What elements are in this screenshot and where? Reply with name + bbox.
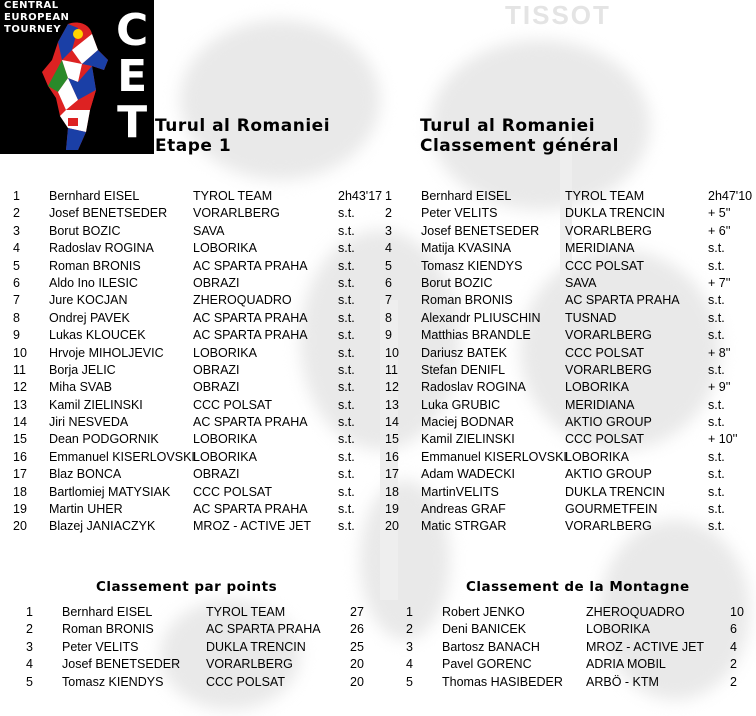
table-row	[0, 639, 380, 656]
rider-cell: Roman BRONIS	[421, 293, 513, 308]
rider-cell: Jiri NESVEDA	[49, 415, 129, 430]
table-row	[0, 449, 385, 466]
table-row	[0, 223, 385, 240]
position-cell: 4	[26, 657, 33, 672]
position-cell: 2	[26, 622, 33, 637]
table-row	[383, 223, 756, 240]
rider-cell: Tomasz KIENDYS	[421, 258, 523, 273]
team-cell: TYROL TEAM	[193, 189, 273, 203]
points-cell: 27	[350, 605, 364, 619]
team-cell: VORARLBERG	[193, 206, 280, 221]
time-cell: s.t.	[708, 502, 725, 517]
team-cell: ADRIA MOBIL	[586, 657, 666, 672]
rider-cell: Ondrej PAVEK	[49, 310, 130, 325]
table-row	[0, 501, 385, 518]
time-cell: + 9''	[708, 380, 731, 395]
cet-logo	[0, 0, 154, 154]
points-cell: 10	[730, 605, 744, 619]
position-cell: 3	[406, 639, 413, 654]
table-row	[0, 310, 385, 327]
rider-cell: Maciej BODNAR	[421, 415, 515, 430]
table-row	[380, 604, 756, 621]
time-cell: s.t.	[338, 362, 355, 377]
rider-cell: Martin UHER	[49, 502, 123, 517]
position-cell: 20	[385, 519, 399, 534]
rider-cell: Bernhard EISEL	[421, 189, 512, 203]
team-cell: MERIDIANA	[565, 397, 635, 412]
team-cell: CCC POLSAT	[206, 674, 285, 689]
team-cell: SAVA	[565, 275, 597, 290]
rider-cell: Borja JELIC	[49, 362, 116, 377]
rider-cell: Josef BENETSEDER	[421, 223, 540, 238]
table-row	[0, 674, 380, 691]
position-cell: 5	[385, 258, 392, 273]
position-cell: 18	[13, 484, 27, 499]
position-cell: 4	[13, 241, 20, 256]
rider-cell: Matthias BRANDLE	[421, 328, 531, 343]
rider-cell: Dariusz BATEK	[421, 345, 507, 360]
position-cell: 5	[406, 674, 413, 689]
time-cell: s.t.	[708, 362, 725, 377]
rider-cell: Peter VELITS	[62, 639, 139, 654]
rider-cell: Jure KOCJAN	[49, 293, 128, 308]
rider-cell: Blazej JANIACZYK	[49, 519, 156, 534]
general-title-line2: Classement général	[420, 136, 619, 156]
rider-cell: Stefan DENIFL	[421, 362, 506, 377]
time-cell: s.t.	[338, 223, 355, 238]
points-cell: 2	[730, 657, 737, 672]
table-row	[383, 240, 756, 257]
time-cell: s.t.	[338, 345, 355, 360]
position-cell: 2	[13, 206, 20, 221]
rider-cell: Blaz BONCA	[49, 467, 122, 482]
rider-cell: Kamil ZIELINSKI	[49, 397, 143, 412]
team-cell: AC SPARTA PRAHA	[206, 622, 321, 637]
points-cell: 6	[730, 622, 737, 637]
rider-cell: Peter VELITS	[421, 206, 498, 221]
position-cell: 4	[406, 657, 413, 672]
rider-cell: Emmanuel KISERLOVSKI	[49, 449, 195, 464]
position-cell: 11	[385, 362, 398, 377]
table-row	[383, 345, 756, 362]
general-title-line1: Turul al Romaniei	[420, 116, 596, 136]
position-cell: 1	[406, 605, 413, 619]
time-cell: s.t.	[338, 293, 355, 308]
table-row	[383, 449, 756, 466]
rider-cell: Robert JENKO	[442, 605, 525, 619]
position-cell: 13	[385, 397, 399, 412]
table-row	[383, 484, 756, 501]
team-cell: AC SPARTA PRAHA	[193, 502, 308, 517]
time-cell: s.t.	[338, 310, 355, 325]
position-cell: 1	[385, 189, 392, 203]
team-cell: OBRAZI	[193, 380, 240, 395]
team-cell: AC SPARTA PRAHA	[193, 258, 308, 273]
team-cell: LOBORIKA	[193, 449, 257, 464]
position-cell: 13	[13, 397, 27, 412]
position-cell: 3	[13, 223, 20, 238]
rider-cell: Tomasz KIENDYS	[62, 674, 164, 689]
rider-cell: Matic STRGAR	[421, 519, 507, 534]
team-cell: TYROL TEAM	[206, 605, 286, 619]
table-row	[383, 414, 756, 431]
rider-cell: Borut BOZIC	[49, 223, 121, 238]
position-cell: 6	[13, 275, 20, 290]
time-cell: s.t.	[338, 449, 355, 464]
team-cell: LOBORIKA	[193, 241, 257, 256]
team-cell: ZHEROQUADRO	[193, 293, 292, 308]
team-cell: CCC POLSAT	[565, 345, 644, 360]
team-cell: AC SPARTA PRAHA	[193, 310, 308, 325]
time-cell: s.t.	[338, 397, 355, 412]
position-cell: 14	[13, 415, 27, 430]
general-classification-table	[383, 188, 756, 536]
rider-cell: Luka GRUBIC	[421, 397, 501, 412]
team-cell: AKTIO GROUP	[565, 467, 652, 482]
points-cell: 20	[350, 674, 364, 689]
time-cell: s.t.	[338, 206, 355, 221]
position-cell: 5	[13, 258, 20, 273]
table-row	[383, 310, 756, 327]
position-cell: 5	[26, 674, 33, 689]
position-cell: 2	[406, 622, 413, 637]
table-row	[0, 362, 385, 379]
time-cell: + 7''	[708, 275, 731, 290]
time-cell: s.t.	[708, 293, 725, 308]
team-cell: TYROL TEAM	[565, 189, 645, 203]
team-cell: ZHEROQUADRO	[586, 605, 685, 619]
position-cell: 17	[385, 467, 399, 482]
mountain-title: Classement de la Montagne	[466, 579, 690, 595]
table-row	[383, 501, 756, 518]
table-row	[383, 327, 756, 344]
table-row	[383, 205, 756, 222]
rider-cell: Bartlomiej MATYSIAK	[49, 484, 171, 499]
team-cell: SAVA	[193, 223, 225, 238]
rider-cell: Hrvoje MIHOLJEVIC	[49, 345, 164, 360]
position-cell: 3	[26, 639, 33, 654]
table-row	[380, 621, 756, 638]
table-row	[0, 604, 380, 621]
team-cell: DUKLA TRENCIN	[565, 206, 665, 221]
rider-cell: Andreas GRAF	[421, 502, 506, 517]
stage-title	[155, 116, 330, 156]
table-row	[0, 292, 385, 309]
table-row	[0, 275, 385, 292]
table-row	[383, 379, 756, 396]
time-cell: s.t.	[338, 502, 355, 517]
rider-cell: Roman BRONIS	[62, 622, 154, 637]
rider-cell: Matija KVASINA	[421, 241, 512, 256]
table-row	[0, 431, 385, 448]
table-row	[380, 639, 756, 656]
table-row	[0, 258, 385, 275]
table-row	[0, 345, 385, 362]
position-cell: 8	[13, 310, 20, 325]
team-cell: AC SPARTA PRAHA	[565, 293, 680, 308]
table-row	[383, 292, 756, 309]
time-cell: s.t.	[708, 258, 725, 273]
position-cell: 10	[13, 345, 27, 360]
time-cell: s.t.	[708, 397, 725, 412]
team-cell: OBRAZI	[193, 362, 240, 377]
time-cell: s.t.	[338, 519, 355, 534]
points-cell: 25	[350, 639, 364, 654]
team-cell: GOURMETFEIN	[565, 502, 658, 517]
team-cell: CCC POLSAT	[565, 432, 644, 447]
position-cell: 4	[385, 241, 392, 256]
points-classification-table	[0, 604, 380, 691]
team-cell: OBRAZI	[193, 275, 240, 290]
position-cell: 16	[385, 449, 399, 464]
team-cell: AC SPARTA PRAHA	[193, 328, 308, 343]
logo-wordmark: CENTRAL EUROPEAN TOURNEY	[4, 0, 70, 35]
team-cell: VORARLBERG	[565, 328, 652, 343]
time-cell: s.t.	[338, 328, 355, 343]
rider-cell: Kamil ZIELINSKI	[421, 432, 515, 447]
team-cell: AC SPARTA PRAHA	[193, 415, 308, 430]
points-cell: 20	[350, 657, 364, 672]
rider-cell: Bernhard EISEL	[62, 605, 153, 619]
mountain-classification-table	[380, 604, 756, 691]
team-cell: VORARLBERG	[206, 657, 293, 672]
time-cell: 2h47'10	[708, 189, 753, 203]
team-cell: VORARLBERG	[565, 223, 652, 238]
time-cell: s.t.	[708, 467, 725, 482]
time-cell: + 6''	[708, 223, 731, 238]
team-cell: LOBORIKA	[565, 449, 629, 464]
table-row	[0, 327, 385, 344]
table-row	[0, 240, 385, 257]
stage-results-table	[0, 188, 385, 536]
table-row	[383, 362, 756, 379]
position-cell: 9	[385, 328, 392, 343]
time-cell: s.t.	[338, 241, 355, 256]
time-cell: s.t.	[338, 484, 355, 499]
team-cell: LOBORIKA	[193, 432, 257, 447]
rider-cell: Adam WADECKI	[421, 467, 516, 482]
position-cell: 1	[13, 189, 20, 203]
background-photo: TISSOT	[0, 0, 756, 716]
rider-cell: Lukas KLOUCEK	[49, 328, 146, 343]
table-row	[383, 431, 756, 448]
time-cell: s.t.	[708, 415, 725, 430]
general-title	[420, 116, 619, 156]
position-cell: 12	[385, 380, 399, 395]
team-cell: MROZ - ACTIVE JET	[193, 519, 312, 534]
table-row	[0, 484, 385, 501]
table-row	[380, 656, 756, 673]
time-cell: + 5''	[708, 206, 731, 221]
time-cell: s.t.	[338, 467, 355, 482]
team-cell: CCC POLSAT	[193, 484, 272, 499]
points-cell: 4	[730, 639, 737, 654]
time-cell: 2h43'17	[338, 189, 383, 203]
position-cell: 15	[385, 432, 399, 447]
time-cell: + 8''	[708, 345, 731, 360]
team-cell: DUKLA TRENCIN	[206, 639, 306, 654]
team-cell: MROZ - ACTIVE JET	[586, 639, 705, 654]
position-cell: 7	[13, 293, 20, 308]
team-cell: DUKLA TRENCIN	[565, 484, 665, 499]
team-cell: OBRAZI	[193, 467, 240, 482]
team-cell: TUSNAD	[565, 310, 617, 325]
rider-cell: Josef BENETSEDER	[62, 657, 181, 672]
position-cell: 2	[385, 206, 392, 221]
time-cell: s.t.	[708, 449, 725, 464]
position-cell: 17	[13, 467, 27, 482]
time-cell: + 10''	[708, 432, 738, 447]
team-cell: CCC POLSAT	[193, 397, 272, 412]
position-cell: 11	[13, 362, 26, 377]
rider-cell: Bernhard EISEL	[49, 189, 140, 203]
position-cell: 19	[13, 502, 27, 517]
team-cell: VORARLBERG	[565, 362, 652, 377]
team-cell: LOBORIKA	[565, 380, 629, 395]
table-row	[383, 258, 756, 275]
rider-cell: Borut BOZIC	[421, 275, 493, 290]
points-title: Classement par points	[96, 579, 278, 595]
table-row	[0, 188, 385, 205]
rider-cell: Radoslav ROGINA	[421, 380, 526, 395]
team-cell: AKTIO GROUP	[565, 415, 652, 430]
time-cell: s.t.	[708, 310, 725, 325]
rider-cell: Deni BANICEK	[442, 622, 527, 637]
table-row	[383, 466, 756, 483]
rider-cell: Pavel GORENC	[442, 657, 532, 672]
team-cell: LOBORIKA	[586, 622, 650, 637]
team-cell: MERIDIANA	[565, 241, 635, 256]
time-cell: s.t.	[338, 415, 355, 430]
table-row	[383, 397, 756, 414]
position-cell: 15	[13, 432, 27, 447]
rider-cell: Emmanuel KISERLOVSKI	[421, 449, 567, 464]
position-cell: 6	[385, 275, 392, 290]
team-cell: CCC POLSAT	[565, 258, 644, 273]
position-cell: 18	[385, 484, 399, 499]
table-row	[383, 518, 756, 535]
position-cell: 7	[385, 293, 392, 308]
rider-cell: Radoslav ROGINA	[49, 241, 154, 256]
time-cell: s.t.	[708, 519, 725, 534]
table-row	[0, 379, 385, 396]
time-cell: s.t.	[708, 484, 725, 499]
table-row	[383, 188, 756, 205]
team-cell: LOBORIKA	[193, 345, 257, 360]
stage-title-line1: Turul al Romaniei	[155, 116, 331, 136]
points-cell: 26	[350, 622, 364, 637]
table-row	[0, 518, 385, 535]
rider-cell: Roman BRONIS	[49, 258, 141, 273]
position-cell: 16	[13, 449, 27, 464]
position-cell: 3	[385, 223, 392, 238]
position-cell: 12	[13, 380, 27, 395]
team-cell: VORARLBERG	[565, 519, 652, 534]
time-cell: s.t.	[338, 275, 355, 290]
table-row	[0, 621, 380, 638]
position-cell: 14	[385, 415, 399, 430]
time-cell: s.t.	[338, 258, 355, 273]
table-row	[0, 205, 385, 222]
table-row	[380, 674, 756, 691]
position-cell: 19	[385, 502, 399, 517]
rider-cell: Miha SVAB	[49, 380, 112, 395]
rider-cell: MartinVELITS	[421, 484, 499, 499]
position-cell: 10	[385, 345, 399, 360]
table-row	[0, 656, 380, 673]
table-row	[0, 414, 385, 431]
stage-title-line2: Etape 1	[155, 136, 232, 156]
rider-cell: Aldo Ino ILESIC	[49, 275, 138, 290]
position-cell: 1	[26, 605, 33, 619]
rider-cell: Josef BENETSEDER	[49, 206, 168, 221]
position-cell: 20	[13, 519, 27, 534]
time-cell: s.t.	[708, 241, 725, 256]
table-row	[0, 397, 385, 414]
rider-cell: Alexandr PLIUSCHIN	[421, 310, 541, 325]
rider-cell: Bartosz BANACH	[442, 639, 540, 654]
rider-cell: Dean PODGORNIK	[49, 432, 159, 447]
cyclist-flags-icon	[38, 20, 116, 152]
time-cell: s.t.	[338, 432, 355, 447]
position-cell: 9	[13, 328, 20, 343]
rider-cell: Thomas HASIBEDER	[442, 674, 563, 689]
logo-letters: C E T	[116, 5, 149, 148]
table-row	[383, 275, 756, 292]
team-cell: ARBÖ - KTM	[586, 674, 659, 689]
points-cell: 2	[730, 674, 737, 689]
table-row	[0, 466, 385, 483]
position-cell: 8	[385, 310, 392, 325]
time-cell: s.t.	[338, 380, 355, 395]
time-cell: s.t.	[708, 328, 725, 343]
